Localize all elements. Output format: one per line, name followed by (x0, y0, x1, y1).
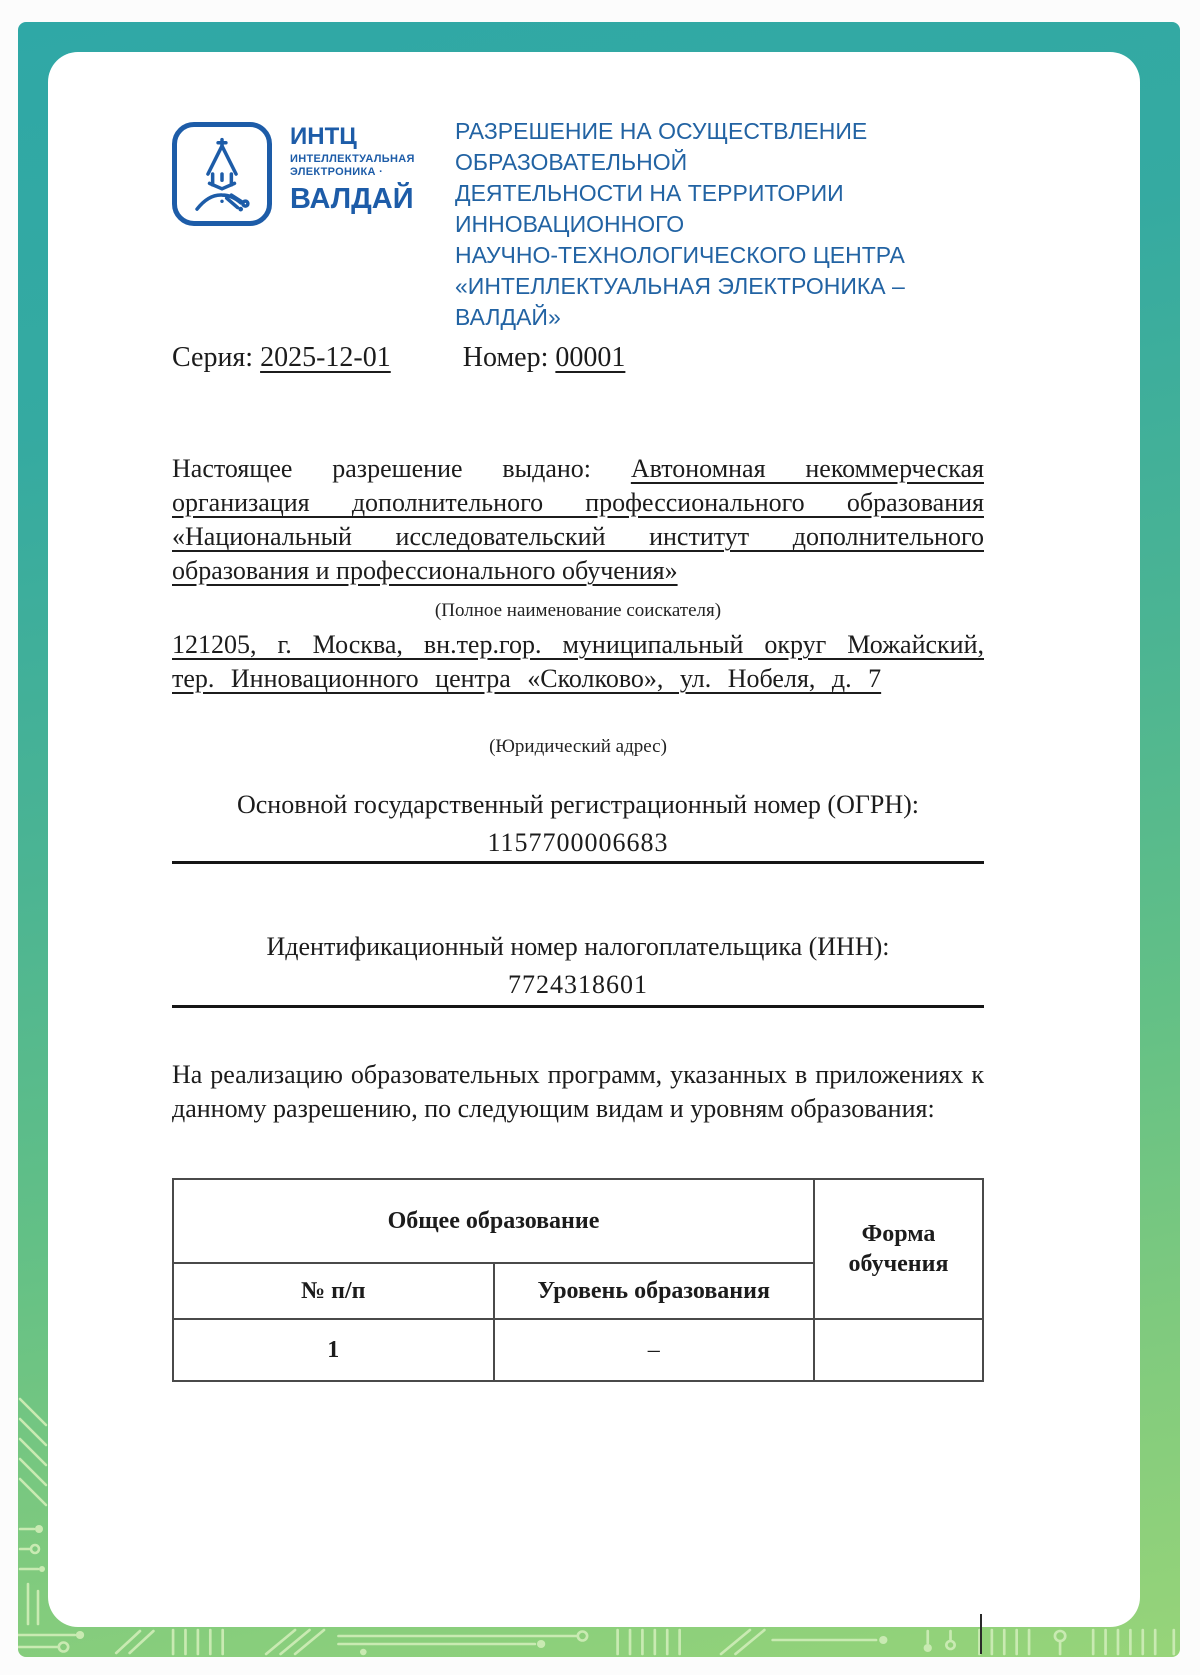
legal-address-value: 121205, г. Москва, вн.тер.гор. муниципальный округ Можайский, тер. Инновационного центра «Сколково», ул. Нобеля, д. 7 (172, 630, 984, 693)
logo-org-short: ИНТЦ (290, 123, 357, 150)
legal-address-paragraph (172, 628, 984, 696)
table-row (173, 1319, 983, 1381)
level-header-cell: Уровень образования (494, 1263, 815, 1319)
document-title (455, 116, 1015, 333)
group-header-cell: Общее образование (173, 1179, 814, 1263)
logo (172, 122, 272, 226)
document-title-line: НАУЧНО-ТЕХНОЛОГИЧЕСКОГО ЦЕНТРА (455, 242, 905, 268)
number-label: Номер: (462, 342, 549, 373)
number-value: 00001 (555, 342, 626, 373)
row-level-cell: – (494, 1319, 815, 1381)
scan-artifact-mark (980, 1614, 982, 1654)
ogrn-label: Основной государственный регистрационный номер (ОГРН): (236, 790, 920, 819)
series-label: Серия: (172, 342, 254, 373)
document-title-line: «ИНТЕЛЛЕКТУАЛЬНАЯ ЭЛЕКТРОНИКА – ВАЛДАЙ» (455, 273, 905, 330)
valdai-emblem-icon (183, 131, 261, 217)
table-group-header-row (173, 1179, 983, 1263)
series-number-line (172, 342, 625, 374)
circuit-pattern-bottom-icon (18, 1627, 1180, 1657)
row-num-cell: 1 (173, 1319, 494, 1381)
education-levels-table (172, 1178, 984, 1382)
row-form-cell (814, 1319, 983, 1381)
legal-address-caption: (Юридический адрес) (489, 736, 667, 757)
logo-sub-line-1: ИНТЕЛЛЕКТУАЛЬНАЯ (290, 153, 415, 165)
issued-to-paragraph (172, 452, 984, 588)
logo-wordmark (290, 124, 460, 215)
logo-sub-line-2: ЭЛЕКТРОНИКА · (290, 166, 384, 178)
inn-label: Идентификационный номер налогоплательщика (ИНН): (266, 932, 890, 961)
num-header-cell: № п/п (173, 1263, 494, 1319)
issued-to-prefix: Настоящее разрешение выдано: (172, 454, 631, 483)
ogrn-value: 1157700006683 (487, 828, 669, 857)
inn-value: 7724318601 (508, 970, 648, 999)
programs-intro-paragraph: На реализацию образовательных программ, указанных в приложениях к данному разрешению, по следующим видам и уровням образования: (172, 1060, 984, 1123)
ogrn-underline-rule (172, 861, 984, 864)
series-value: 2025-12-01 (260, 342, 391, 373)
applicant-name-caption: (Полное наименование соискателя) (434, 600, 722, 621)
inn-underline-rule (172, 1005, 984, 1008)
circuit-pattern-left-icon (18, 1379, 48, 1629)
document-title-line: РАЗРЕШЕНИЕ НА ОСУЩЕСТВЛЕНИЕ ОБРАЗОВАТЕЛЬНОЙ (455, 118, 868, 175)
logo-org-name: ВАЛДАЙ (290, 183, 414, 215)
form-header-cell: Форма обучения (814, 1179, 983, 1319)
issued-to-organization-name: Автономная некоммерческая организация дополнительного профессионального образования «Национальный исследовательский институт дополнительного образования и профессионального обучения» (172, 454, 984, 585)
document-title-line: ДЕЯТЕЛЬНОСТИ НА ТЕРРИТОРИИ ИННОВАЦИОННОГО (455, 180, 844, 237)
